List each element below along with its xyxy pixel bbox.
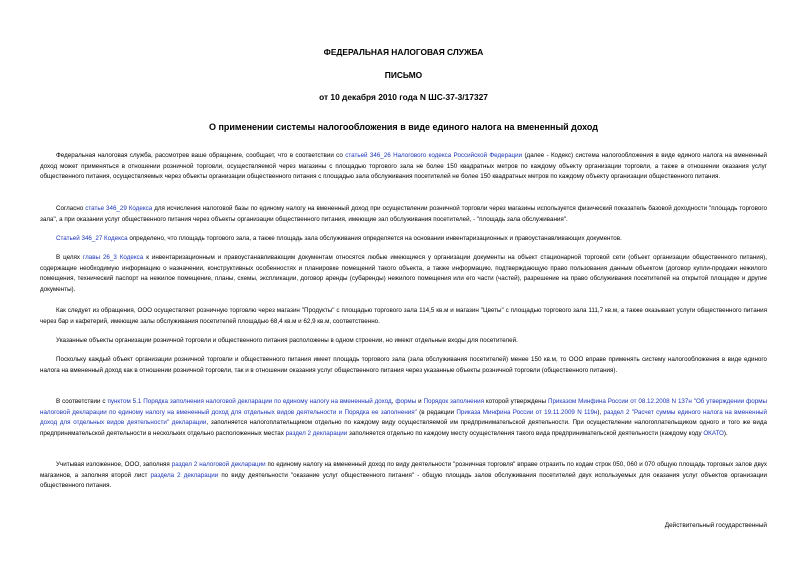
document-date-number: от 10 декабря 2010 года N ШС-37-3/17327: [319, 92, 488, 102]
link-section-2-declaration-sheet[interactable]: раздела 2 декларации: [150, 471, 219, 479]
p8-text-1: В соответствии с: [56, 398, 108, 405]
paragraph-5: [40, 306, 767, 327]
p3-text-1: определено, что площадь торгового зала, а также площадь зала обслуживания определяется на основании инвентаризационных и правоустанавливающих документов.: [127, 235, 622, 242]
p8-text-2: ,: [391, 398, 396, 405]
paragraph-4: [40, 253, 767, 295]
p9-text-1: Учитывая изложенное, ООО, заполняя: [56, 461, 172, 468]
link-item-5-1[interactable]: пунктом 5.1 Порядка заполнения налоговой декларации по единому налогу на вмененный доход: [107, 398, 392, 405]
agency-heading: ФЕДЕРАЛЬНАЯ НАЛОГОВАЯ СЛУЖБА: [323, 47, 484, 57]
p2-text-2: для исчисления налоговой базы по единому налогу на вмененный доход при осуществлении розничной торговли через магазины используется физический показатель базовой доходности "площадь торгового зала", а при оказании услуг общественного питания через объекты организации общественного питания, имеющие зал обслуживания посетителей, - "площадь зала обслуживания".: [40, 205, 768, 223]
p2-text-1: Согласно: [56, 205, 86, 212]
link-filling-procedure[interactable]: Порядок заполнения: [423, 398, 484, 405]
document-title: О применении системы налогообложения в виде единого налога на вмененный доход: [208, 122, 599, 132]
p1-text-1: Федеральная налоговая служба, рассмотрев ваше обращение, сообщает, что в соответствии со: [56, 152, 346, 159]
p9-text-2: по единому налогу на вмененный доход по виду деятельности "розничная торговля" вправе отразить по кодам строк 050, 060 и 070 общую площадь торговых залов двух магазинов, а заполняя второй лист: [40, 461, 767, 479]
paragraph-6: [40, 336, 767, 347]
paragraph-8: [40, 397, 767, 439]
link-section-2-calculation[interactable]: раздел 2 "Расчет суммы единого налога на вмененный доход для отдельных видов деятельности" декларации: [40, 408, 767, 427]
p7-text-1: Поскольку каждый объект организации розничной торговли и общественного питания имеет площадь торгового зала (зала обслуживания посетителей) менее 150 кв.м, то ООО вправе применять систему налогообложения в виде единого налога на вмененный доход как в отношении розничной торговли, так и в отношении оказания услуг общественного питания через указанные объекты розничной торговли (общественного питания).: [40, 356, 767, 374]
p4-text-1: В целях: [56, 254, 83, 261]
link-section-2-tax-declaration[interactable]: раздел 2 налоговой декларации: [171, 461, 266, 468]
p8-text-5: (в редакции: [416, 408, 457, 416]
link-chapter-26-3[interactable]: главы 26_3 Кодекса: [82, 254, 144, 261]
link-okato[interactable]: ОКАТО: [703, 429, 724, 437]
p8-text-8: заполняется отдельно по каждому месту осуществления такого вида предпринимательской деятельности (каждому коду: [347, 429, 704, 437]
p8-text-3: и: [416, 398, 424, 405]
link-section-2-declaration[interactable]: раздел 2 декларации: [285, 429, 348, 437]
link-order-119n[interactable]: Приказа Минфина России от 19.11.2009 N 119н: [456, 408, 598, 416]
signature-position: Действительный государственный: [664, 522, 767, 529]
paragraph-7: [40, 355, 767, 376]
p8-text-7: , заполняется налогоплательщиком отдельно по каждому виду осуществляемой им предпринимательской деятельности. При осуществлении налогоплательщиком одного и того же вида предпринимательской деятельности в нескольких отдельно расположенных местах: [40, 419, 767, 437]
link-form[interactable]: формы: [395, 398, 417, 405]
p6-text-1: Указанные объекты организации розничной торговли и общественного питания расположены в одном строении, но имеют отдельные входы для посетителей.: [56, 337, 518, 344]
link-order-137n[interactable]: Приказом Минфина России от 08.12.2008 N 137н "Об утверждении формы налоговой декларации по единому налогу на вмененный доход для отдельных видов деятельности и Порядка ее заполнения": [40, 398, 767, 416]
p9-text-3: по виду деятельности "оказание услуг общественного питания" - общую площадь залов обслуживания посетителей двух используемых для оказания услуг объектов организации общественного питания.: [40, 471, 768, 490]
p8-text-6: ),: [597, 408, 604, 416]
p8-text-4: которой утверждены: [483, 398, 548, 405]
paragraph-9: [40, 460, 767, 492]
p4-text-2: к инвентаризационным и правоустанавливающим документам относятся любые имеющиеся у организации документы на объект стационарной торговой сети (объект организации общественного питания), содержащие необходимую информацию о назначении, конструктивных особенностях и планировке помещений такого объекта, а также информацию, подтверждающую право пользования данным объектом (договор купли-продажи нежилого помещения, технический паспорт на нежилое помещение, планы, схемы, экспликации, договор аренды (субаренды) нежилого помещения или его части (частей), разрешение на право обслуживания посетителей на открытой площадке и другие документы).: [40, 254, 767, 293]
paragraph-1: [40, 151, 767, 183]
p1-text-2: (далее - Кодекс) система налогообложения в виде единого налога на вмененный доход может применяться в отношении розничной торговли, осуществляемой через магазины с площадью торгового зала не более 150 квадратных метров по каждому объекту организации торговли, а также в отношении оказания услуг общественного питания, осуществляемых через объекты организации общественного питания с площадью зала обслуживания посетителей не более 150 квадратных метров по каждому объекту организации общественного питания.: [40, 152, 767, 181]
link-article-346-29[interactable]: статье 346_29 Кодекса: [85, 205, 153, 212]
link-article-346-27[interactable]: Статьей 346_27 Кодекса: [56, 235, 128, 242]
link-article-346-26[interactable]: статьей 346_26 Налогового кодекса Российской Федерации: [345, 152, 523, 159]
p8-text-9: ).: [723, 429, 728, 437]
p5-text-1: Как следует из обращения, ООО осуществляет розничную торговлю через магазин "Продукты" с площадью торгового зала 114,5 кв.м и магазин "Цветы" с площадью торгового зала 111,7 кв.м, а также оказывает услуги общественного питания через бар и кафетерий, имеющие залы обслуживания посетителей площадью 68,4 кв.м и 62,9 кв.м, соответственно.: [40, 307, 767, 325]
paragraph-3: [40, 234, 767, 245]
document-type: ПИСЬМО: [384, 70, 423, 80]
paragraph-2: [40, 204, 767, 225]
